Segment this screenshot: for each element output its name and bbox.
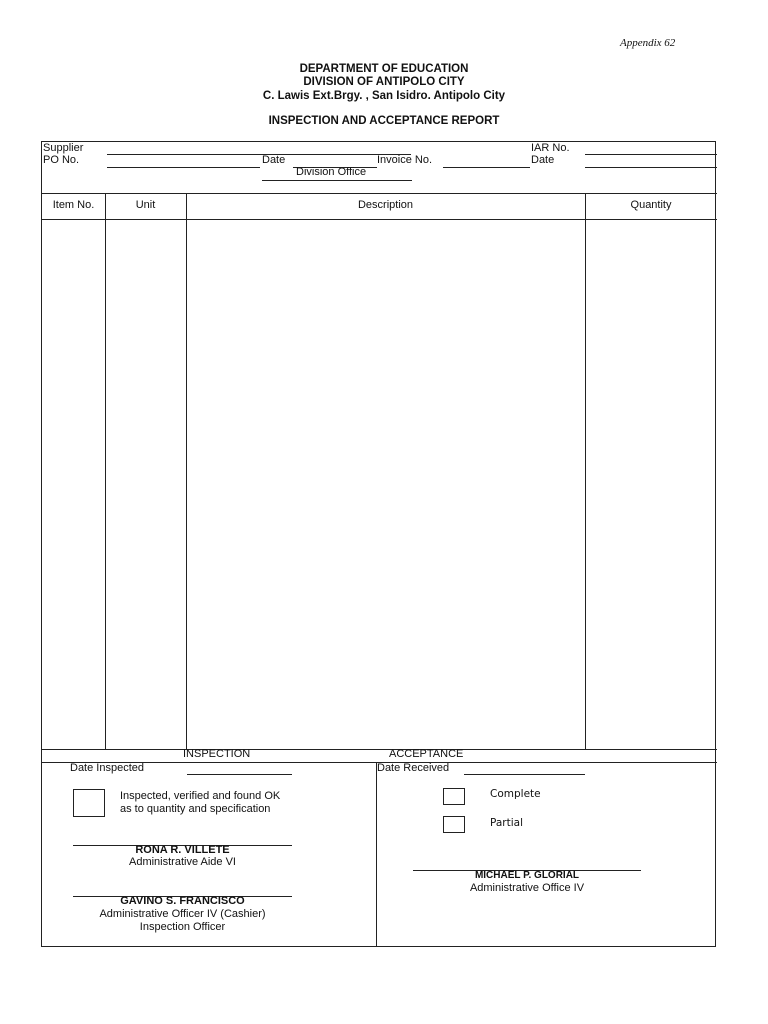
inspected-text-line2: as to quantity and specification [120, 803, 271, 815]
col-header-unit: Unit [135, 199, 156, 211]
iar-date-line[interactable] [585, 167, 717, 168]
division-office-label: Division Office [296, 166, 367, 178]
invoice-no-line[interactable] [443, 167, 530, 168]
col-divider-1 [105, 193, 106, 749]
signatory-position-villete: Administrative Aide VI [129, 856, 236, 868]
invoice-no-label: Invoice No. [377, 154, 433, 166]
division-name: DIVISION OF ANTIPOLO CITY [303, 76, 465, 88]
partial-label: Partial [490, 817, 523, 829]
table-header-rule [42, 219, 717, 220]
iar-no-label: IAR No. [531, 142, 570, 154]
col-header-quantity: Quantity [630, 199, 672, 211]
po-no-line[interactable] [107, 167, 260, 168]
department-name: DEPARTMENT OF EDUCATION [299, 63, 469, 75]
date-received-label: Date Received [377, 762, 450, 774]
col-header-description: Description [357, 199, 414, 211]
division-office-line[interactable] [262, 180, 412, 181]
iar-no-line[interactable] [585, 154, 717, 155]
form-frame [41, 141, 716, 947]
table-bottom-rule [42, 749, 717, 750]
supplier-label: Supplier [43, 142, 84, 154]
date-inspected-label: Date Inspected [70, 762, 144, 774]
table-top-rule [42, 193, 717, 194]
supplier-line[interactable] [107, 154, 411, 155]
inspected-text-line1: Inspected, verified and found OK [120, 790, 281, 802]
iar-date-label: Date [531, 154, 555, 166]
appendix-label: Appendix 62 [620, 37, 676, 49]
col-divider-2 [186, 193, 187, 749]
col-header-item-no: Item No. [52, 199, 95, 211]
date-received-line[interactable] [464, 774, 585, 775]
po-no-label: PO No. [43, 154, 80, 166]
col-divider-3 [585, 193, 586, 749]
date-inspected-line[interactable] [187, 774, 292, 775]
complete-label: Complete [490, 788, 541, 800]
section-divider [376, 762, 377, 947]
signatory-role-francisco: Inspection Officer [139, 921, 226, 933]
address: C. Lawis Ext.Brgy. , San Isidro. Antipolo City [262, 90, 506, 102]
inspection-heading: INSPECTION [183, 748, 251, 760]
inspected-checkbox[interactable] [73, 789, 105, 817]
complete-checkbox[interactable] [443, 788, 465, 805]
signatory-position-francisco: Administrative Officer IV (Cashier) [99, 908, 266, 920]
signatory-name-francisco: GAVINO S. FRANCISCO [120, 895, 245, 907]
signatory-name-glorial: MICHAEL P. GLORIAL [474, 870, 580, 881]
signatory-name-villete: RONA R. VILLETE [135, 844, 230, 856]
partial-checkbox[interactable] [443, 816, 465, 833]
date-label: Date [262, 154, 286, 166]
signatory-position-glorial: Administrative Office IV [469, 882, 585, 894]
acceptance-heading: ACCEPTANCE [389, 748, 464, 760]
report-title: INSPECTION AND ACCEPTANCE REPORT [268, 115, 500, 127]
